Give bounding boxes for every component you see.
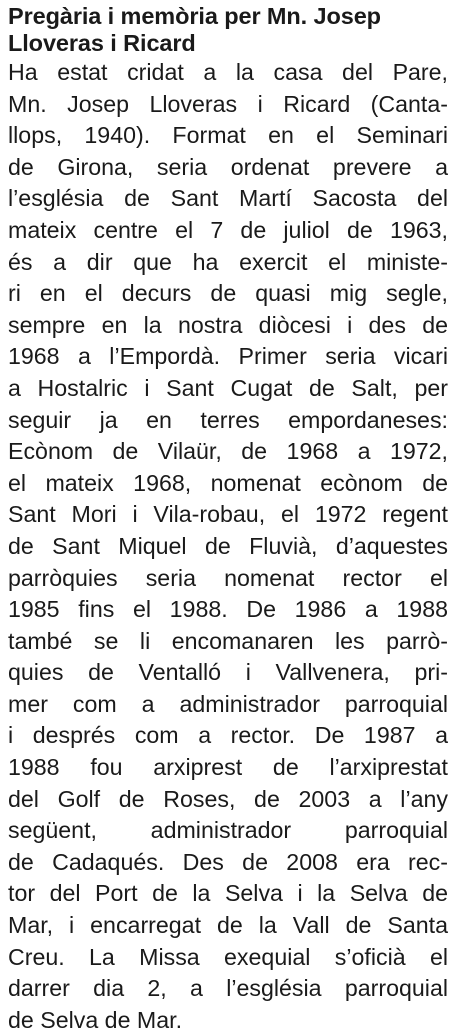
body-line: sempre en la nostra diòcesi i des de bbox=[8, 311, 448, 338]
article-title bbox=[8, 3, 448, 57]
article-title-line: Lloveras i Ricard bbox=[8, 30, 196, 56]
body-line: de Sant Miquel de Fluvià, d’aquestes bbox=[8, 532, 448, 559]
body-line: del Golf de Roses, de 2003 a l’any bbox=[8, 785, 448, 812]
body-line: darrer dia 2, a l’església parroquial bbox=[8, 975, 448, 1002]
body-line: Ecònom de Vilaür, de 1968 a 1972, bbox=[8, 438, 448, 465]
article-body bbox=[8, 57, 448, 1036]
body-line: és a dir que ha exercit el ministe- bbox=[8, 248, 448, 275]
body-line: de Cadaqués. Des de 2008 era rec- bbox=[8, 848, 448, 875]
body-line: Creu. La Missa exequial s’oficià el bbox=[8, 943, 448, 970]
body-line: Mar, i encarregat de la Vall de Santa bbox=[8, 912, 448, 939]
body-line: parròquies seria nomenat rector el bbox=[8, 564, 448, 591]
body-line: ri en el decurs de quasi mig segle, bbox=[8, 280, 448, 307]
body-line: seguir ja en terres empordaneses: bbox=[8, 406, 448, 433]
body-line: tor del Port de la Selva i la Selva de bbox=[8, 880, 448, 907]
body-line: Mn. Josep Lloveras i Ricard (Canta- bbox=[8, 90, 448, 117]
body-line: també se li encomanaren les parrò- bbox=[8, 627, 448, 654]
body-line: 1988 fou arxiprest de l’arxiprestat bbox=[8, 754, 448, 781]
body-line: següent, administrador parroquial bbox=[8, 817, 448, 844]
body-line: Sant Mori i Vila-robau, el 1972 regent bbox=[8, 501, 448, 528]
body-line: quies de Ventalló i Vallvenera, pri- bbox=[8, 659, 448, 686]
body-line: mer com a administrador parroquial bbox=[8, 690, 448, 717]
body-line: 1985 fins el 1988. De 1986 a 1988 bbox=[8, 596, 448, 623]
body-line: de Girona, seria ordenat prevere a bbox=[8, 153, 448, 180]
body-line: Ha estat cridat a la casa del Pare, bbox=[8, 59, 448, 85]
body-line: de Selva de Mar. bbox=[8, 1006, 183, 1033]
article bbox=[8, 3, 448, 1036]
body-line: l’església de Sant Martí Sacosta del bbox=[8, 185, 448, 212]
body-line: 1968 a l’Empordà. Primer seria vicari bbox=[8, 343, 448, 370]
body-line: llops, 1940). Format en el Seminari bbox=[8, 122, 448, 149]
article-title-line: Pregària i memòria per Mn. Josep bbox=[8, 3, 381, 29]
body-line: el mateix 1968, nomenat ecònom de bbox=[8, 469, 448, 496]
body-line: mateix centre el 7 de juliol de 1963, bbox=[8, 216, 448, 243]
body-line: a Hostalric i Sant Cugat de Salt, per bbox=[8, 374, 448, 401]
body-line: i després com a rector. De 1987 a bbox=[8, 722, 448, 749]
